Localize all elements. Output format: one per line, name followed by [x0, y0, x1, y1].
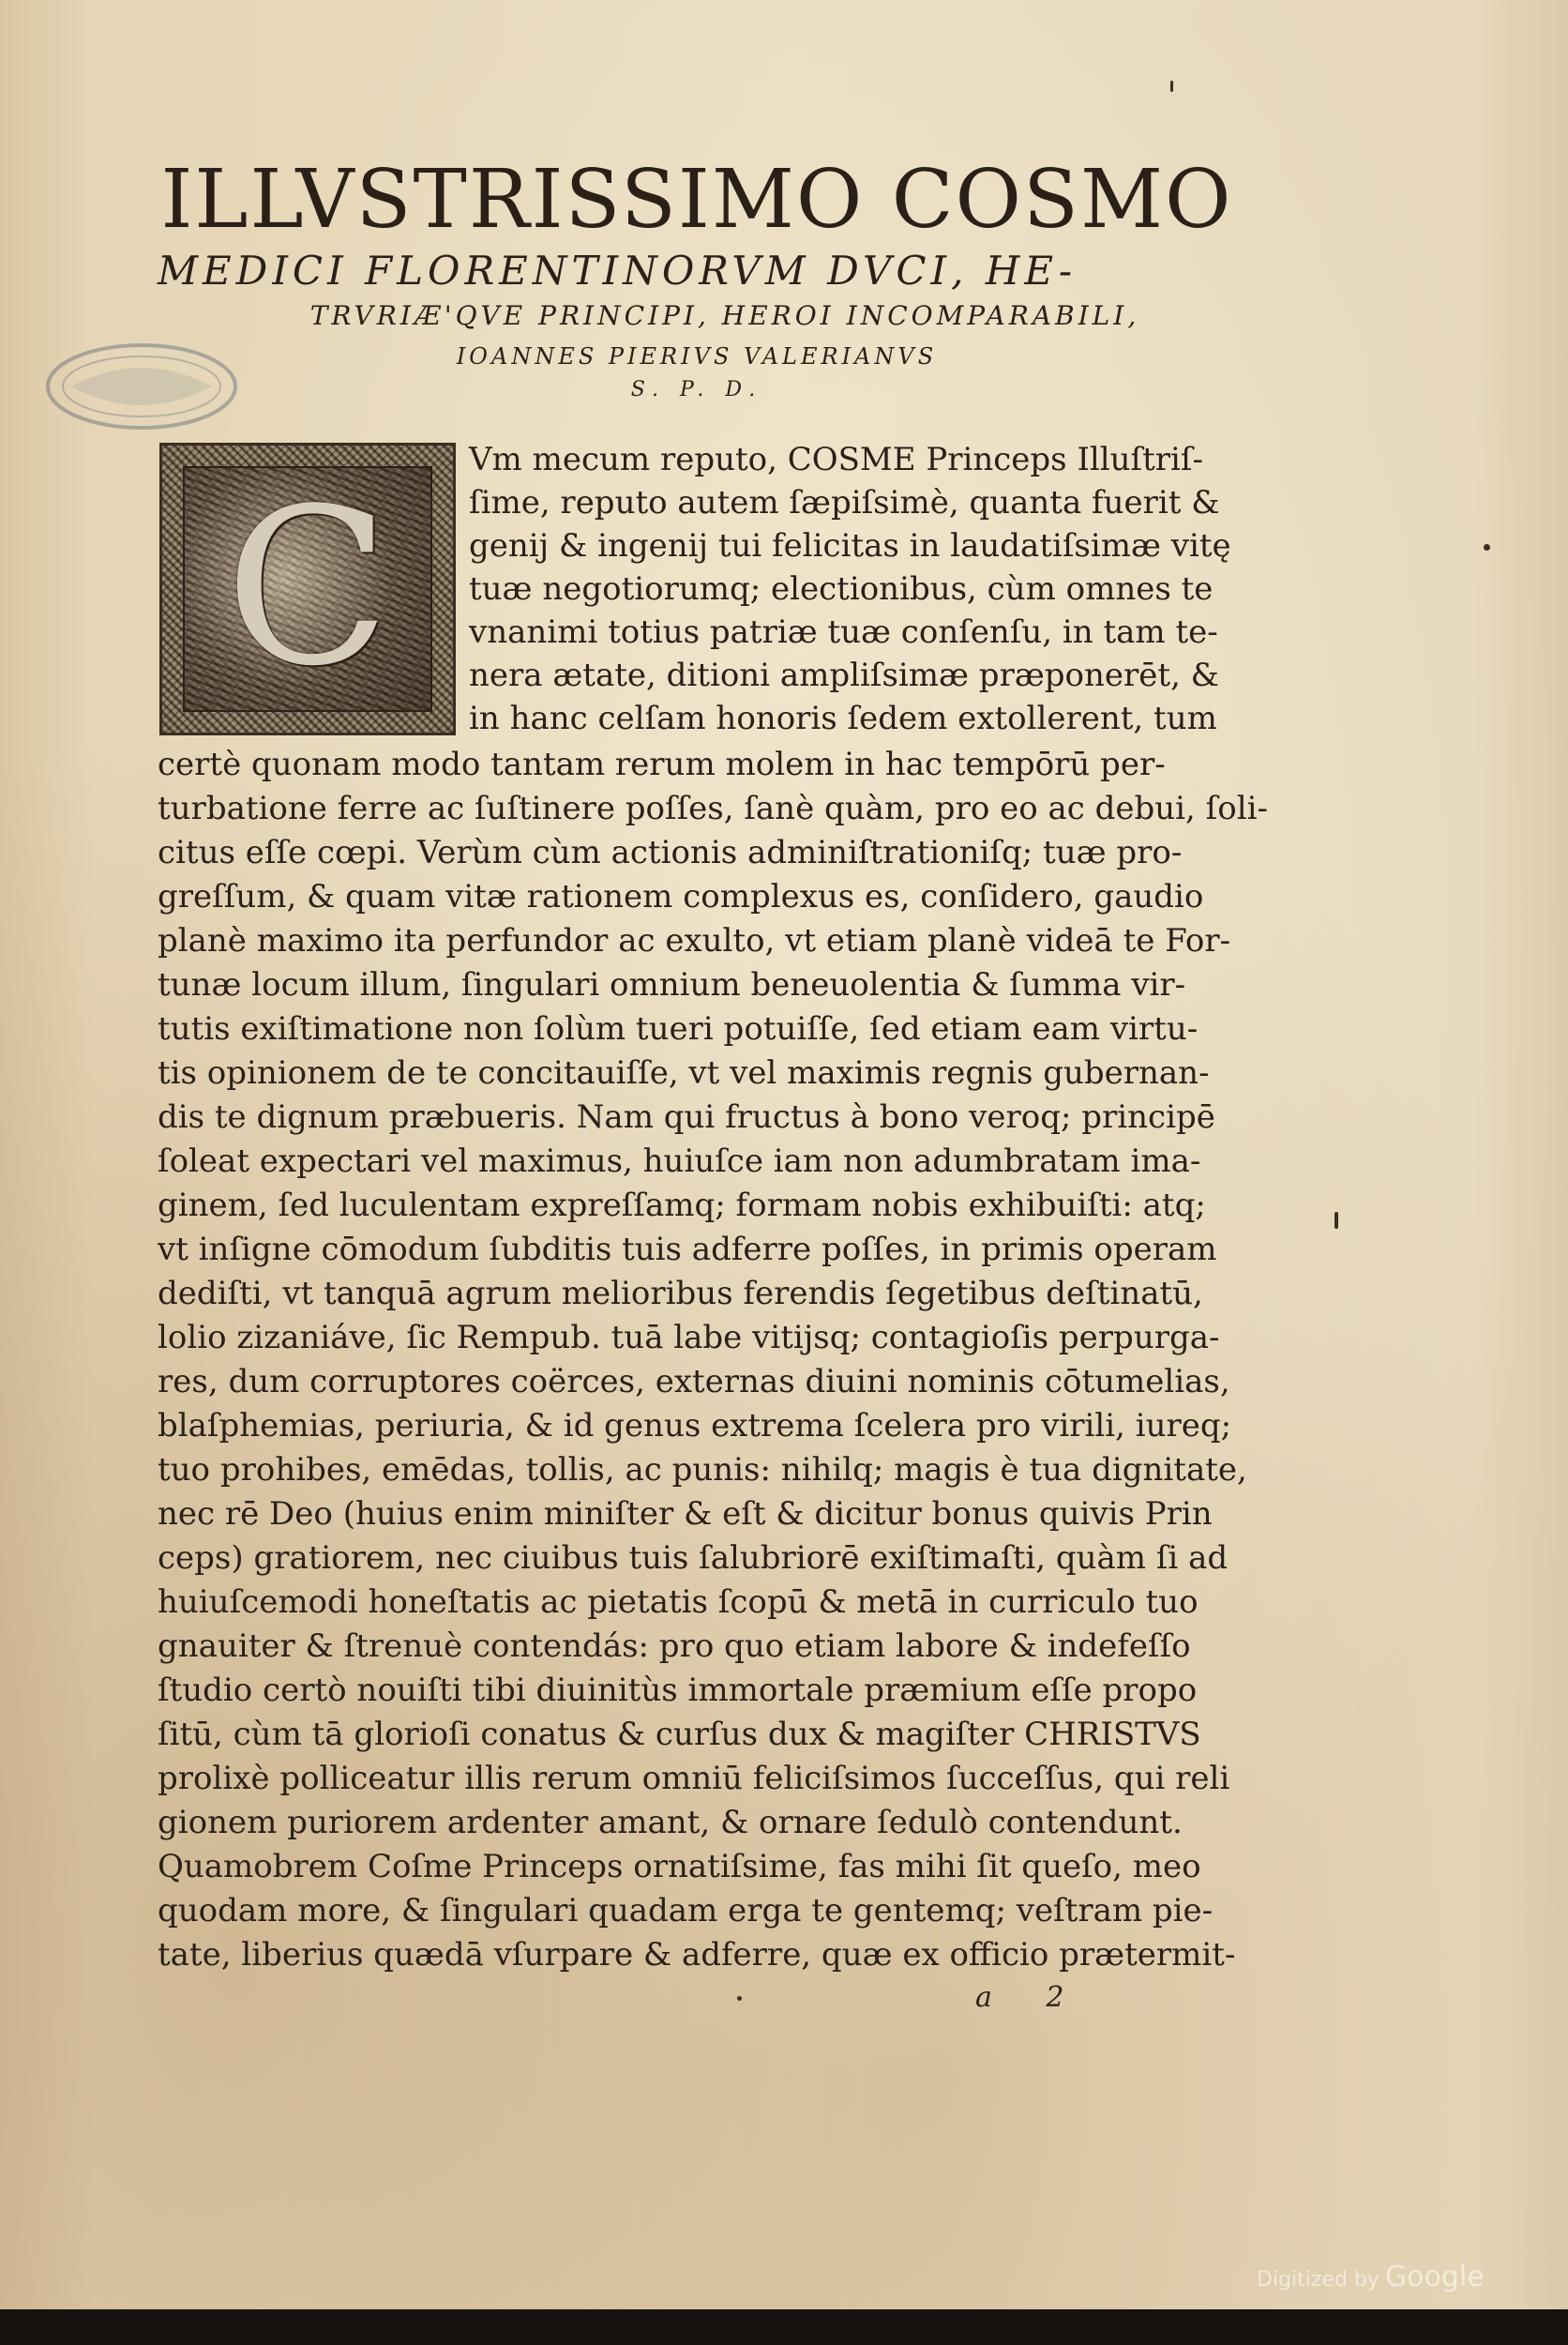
ink-mark [1334, 1212, 1338, 1229]
body-line: tuo prohibes, emēdas, tollis, ac punis: nihilq; magis è tua dignitate, [158, 1451, 1247, 1489]
body-line: tate, liberius quædā vſurpare & adferre, quæ ex officio prætermit- [158, 1936, 1236, 1974]
title-line-2: MEDICI FLORENTINORVM DVCI, HE- [158, 248, 1078, 294]
initial-ornament [183, 463, 432, 714]
body-line: citus eſſe cœpi. Verùm cùm actionis adminiſtrationiſq; tuæ pro- [158, 834, 1183, 871]
digitized-watermark [1257, 2261, 1485, 2293]
body-line: turbatione ferre ac ſuſtinere poſſes, ſanè quàm, pro eo ac debui, ſoli- [158, 790, 1268, 827]
body-line: ceps) gratiorem, nec ciuibus tuis ſalubriorē exiſtimaſti, quàm ſi ad [158, 1539, 1229, 1577]
body-line: quodam more, & ſingulari quadam erga te gentemq; veſtram pie- [158, 1892, 1214, 1929]
body-line: ſoleat expectari vel maximus, huiuſce iam non adumbratam ima- [158, 1142, 1201, 1180]
body-line: greſſum, & quam vitæ rationem complexus es, conſidero, gaudio [158, 878, 1204, 915]
body-line: ſitū, cùm tā glorioſi conatus & curſus dux & magiſter CHRISTVS [158, 1716, 1201, 1753]
body-line: ſtudio certò nouiſti tibi diuinitùs immortale præmium eſſe propo [158, 1672, 1198, 1709]
body-line: prolixè polliceatur illis rerum omniū feliciſsimos ſucceſſus, qui reli [158, 1760, 1230, 1797]
body-line: nec rē Deo (huius enim miniſter & eſt & dicitur bonus quivis Prin [158, 1495, 1213, 1533]
ink-spot [1484, 544, 1490, 551]
body-line: tunæ locum illum, ſingulari omnium beneuolentia & ſumma vir- [158, 966, 1186, 1004]
body-line: huiuſcemodi honeſtatis ac pietatis ſcopū & metā in curriculo tuo [158, 1583, 1199, 1621]
body-line: nera ætate, ditioni ampliſsimæ præponerēt, & [469, 657, 1219, 694]
body-line: Vm mecum reputo, COSME Princeps Illuſtriſ- [469, 441, 1203, 478]
body-line: blaſphemias, periuria, & id genus extrema ſcelera pro virili, iureq; [158, 1407, 1232, 1445]
body-line: dis te dignum præbueris. Nam qui fructus à bono veroq; principē [158, 1098, 1215, 1136]
body-line: ſime, reputo autem ſæpiſsimè, quanta fuerit & [469, 484, 1220, 522]
signature-mark: a 2 [975, 1981, 1087, 2014]
body-line: certè quonam modo tantam rerum molem in hac tempōrū per- [158, 746, 1166, 783]
body-line: vnanimi totius patriæ tuæ conſenſu, in tam te- [469, 613, 1218, 651]
decorated-initial [159, 443, 456, 735]
body-line: tutis exiſtimatione non ſolùm tueri potuiſſe, ſed etiam eam virtu- [158, 1010, 1199, 1048]
body-line: ginem, ſed luculentam expreſſamq; formam nobis exhibuiſti: atq; [158, 1187, 1206, 1224]
ink-mark [1170, 81, 1173, 92]
title-line-1: ILLVSTRISSIMO COSMO [160, 153, 1233, 247]
body-line: vt inſigne cōmodum ſubditis tuis adferre poſſes, in primis operam [158, 1231, 1217, 1268]
body-line: tuæ negotiorumq; electionibus, cùm omnes te [469, 570, 1214, 608]
title-line-4: IOANNES PIERIVS VALERIANVS [456, 343, 938, 370]
body-line: tis opinionem de te concitauiſſe, vt vel maximis regnis gubernan- [158, 1054, 1210, 1092]
initial-letter: C [225, 463, 390, 714]
watermark-brand: Google [1384, 2261, 1485, 2293]
body-line: planè maximo ita perfundor ac exulto, vt etiam planè videā te For- [158, 922, 1231, 960]
body-line: gionem puriorem ardenter amant, & ornare ſedulò contendunt. [158, 1804, 1183, 1841]
body-line: dediſti, vt tanquā agrum melioribus ferendis ſegetibus deſtinatū, [158, 1275, 1203, 1312]
title-line-5: S. P. D. [630, 378, 763, 401]
scan-edge [0, 2309, 1568, 2345]
body-line: res, dum corruptores coërces, externas diuini nominis cōtumelias, [158, 1363, 1230, 1400]
body-line: gnauiter & ſtrenuè contendás: pro quo etiam labore & indefeſſo [158, 1627, 1191, 1665]
body-line: lolio zizaniáve, ſic Rempub. tuā labe vitijsq; contagioſis perpurga- [158, 1319, 1220, 1356]
watermark-prefix: Digitized by [1257, 2268, 1380, 2292]
body-line: in hanc celſam honoris ſedem extollerent, tum [469, 700, 1217, 737]
body-line: Quamobrem Coſme Princeps ornatiſsime, fas mihi ſit queſo, meo [158, 1848, 1201, 1885]
body-line: genij & ingenij tui felicitas in laudatiſsimæ vitę [469, 527, 1231, 565]
title-line-3: TRVRIÆ'QVE PRINCIPI, HEROI INCOMPARABILI, [309, 300, 1140, 331]
ink-spot [737, 1996, 742, 2001]
